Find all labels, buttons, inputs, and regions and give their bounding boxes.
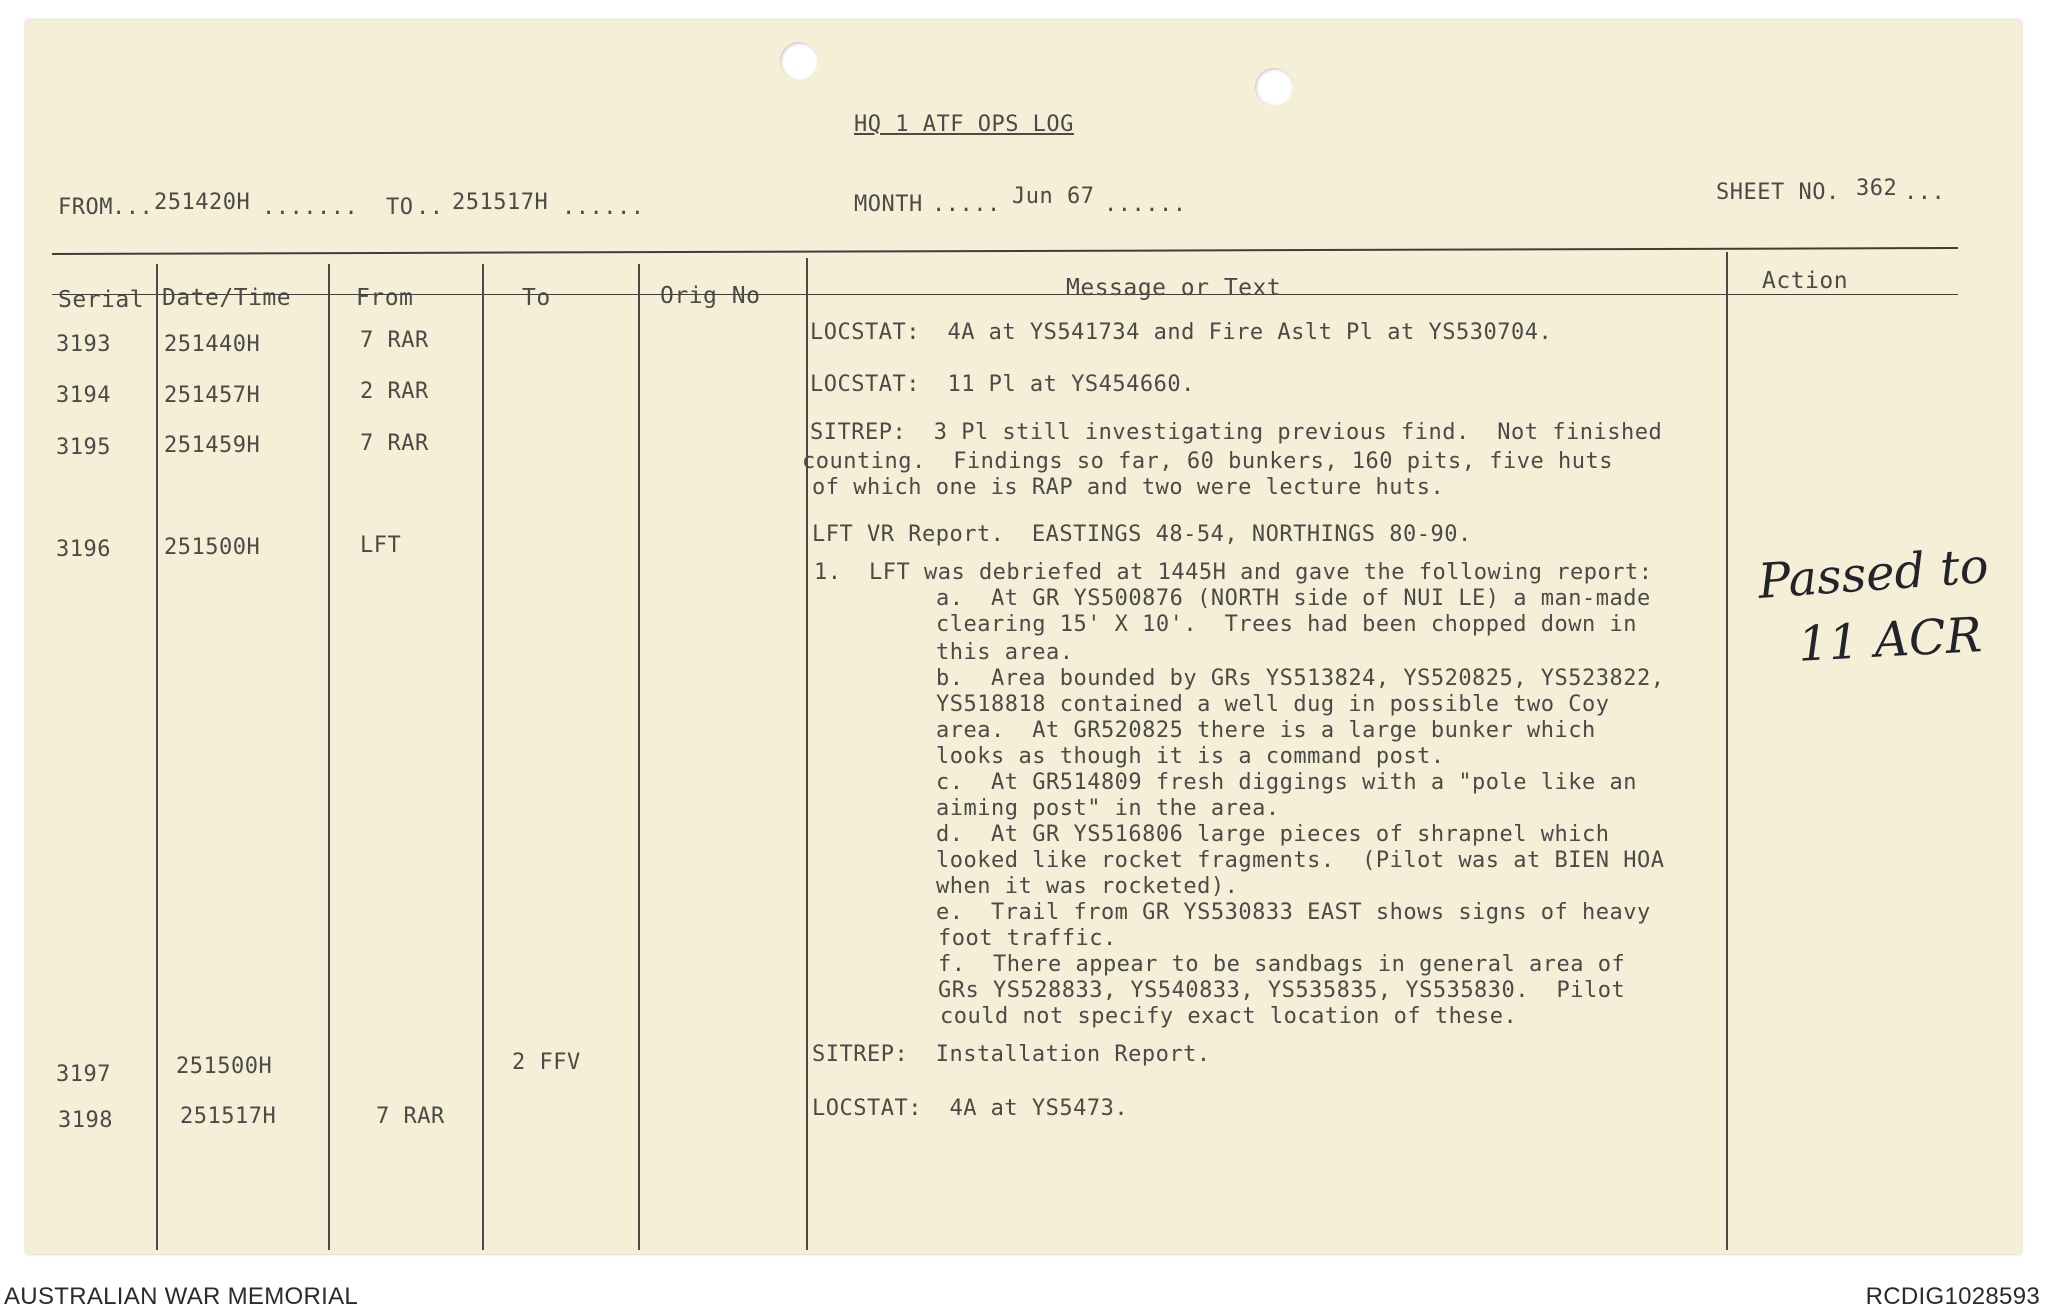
message-line: when it was rocketed). [936,874,1239,899]
message-line: LOCSTAT: 11 Pl at YS454660. [810,372,1195,397]
punch-hole-left [780,42,818,80]
from-label: FROM [58,195,113,220]
from-dots-trail: ....... [262,195,359,220]
col-divider-serial [156,264,158,1250]
datetime-cell: 251459H [164,433,261,458]
sheet-label: SHEET NO. [1716,180,1840,205]
message-line: clearing 15' X 10'. Trees had been chopped down in [936,612,1638,637]
month-label: MONTH [854,192,923,217]
message-line: c. At GR514809 fresh diggings with a "pole like an [936,770,1638,795]
datetime-cell: 251457H [164,383,261,408]
col-header-message: Message or Text [1066,275,1282,301]
col-divider-message [1726,252,1728,1250]
message-line: SITREP: 3 Pl still investigating previous find. Not finished [810,420,1663,445]
message-line: b. Area bounded by GRs YS513824, YS520825, YS523822, [936,666,1665,691]
col-divider-to [638,264,640,1250]
serial-cell: 3194 [56,383,111,408]
to-value: 251517H [452,190,549,215]
message-line: area. At GR520825 there is a large bunker which [936,718,1596,743]
month-dots-trail: ...... [1104,192,1187,217]
archive-id: RCDIG1028593 [1865,1283,2040,1310]
message-line: LOCSTAT: 4A at YS5473. [812,1096,1129,1121]
archive-credit: AUSTRALIAN WAR MEMORIAL [4,1283,359,1310]
from-cell: 7 RAR [376,1104,445,1129]
message-line: SITREP: Installation Report. [812,1042,1211,1067]
sheet-dots: ... [1904,180,1946,205]
col-divider-from [482,264,484,1250]
handwritten-action-line: Passed to [1756,538,1991,610]
message-line: could not specify exact location of these. [940,1004,1518,1029]
to-cell: 2 FFV [512,1050,581,1075]
to-label: TO [386,195,414,220]
header-bottom-rule [52,294,1958,295]
message-line: looks as though it is a command post. [936,744,1445,769]
col-header-orig-no: Orig No [660,283,761,309]
message-line: LFT VR Report. EASTINGS 48-54, NORTHINGS 80-90. [812,522,1472,547]
sheet-value: 362 [1856,176,1898,201]
datetime-cell: 251440H [164,332,261,357]
message-line: foot traffic. [938,926,1117,951]
from-cell: 7 RAR [360,328,429,353]
serial-cell: 3193 [56,332,111,357]
message-line: YS518818 contained a well dug in possible two Coy [936,692,1610,717]
message-line: LOCSTAT: 4A at YS541734 and Fire Aslt Pl at YS530704. [810,320,1553,345]
log-title: HQ 1 ATF OPS LOG [854,112,1074,137]
serial-cell: 3198 [58,1108,113,1133]
message-line: a. At GR YS500876 (NORTH side of NUI LE) a man-made [936,586,1651,611]
message-line: d. At GR YS516806 large pieces of shrapnel which [936,822,1610,847]
col-header-action: Action [1762,268,1849,294]
col-divider-orig [806,258,808,1250]
handwritten-action-line: 11 ACR [1796,607,1984,673]
col-divider-datetime [328,264,330,1250]
serial-cell: 3196 [56,537,111,562]
col-header-datetime: Date/Time [162,285,292,311]
datetime-cell: 251500H [176,1054,273,1079]
col-header-serial: Serial [58,287,145,313]
message-line: this area. [936,640,1074,665]
datetime-cell: 251500H [164,535,261,560]
message-line: f. There appear to be sandbags in general area of [938,952,1626,977]
to-dots-trail: ...... [562,195,645,220]
message-line: looked like rocket fragments. (Pilot was at BIEN HOA [936,848,1665,873]
from-cell: 7 RAR [360,431,429,456]
month-value: Jun 67 [1012,184,1095,209]
message-line: of which one is RAP and two were lecture huts. [812,475,1445,500]
message-line: counting. Findings so far, 60 bunkers, 160 pits, five huts [802,449,1613,474]
from-cell: LFT [360,533,402,558]
message-line: GRs YS528833, YS540833, YS535835, YS535830. Pilot [938,978,1626,1003]
col-header-to: To [522,285,551,311]
from-value: 251420H [154,190,251,215]
message-line: 1. LFT was debriefed at 1445H and gave the following report: [814,560,1653,585]
to-dots: .. [416,195,444,220]
from-dots: ... [112,195,154,220]
month-dots: ..... [932,192,1001,217]
message-line: aiming post" in the area. [936,796,1280,821]
message-line: e. Trail from GR YS530833 EAST shows signs of heavy [936,900,1651,925]
from-cell: 2 RAR [360,379,429,404]
punch-hole-right [1255,68,1293,106]
serial-cell: 3195 [56,435,111,460]
datetime-cell: 251517H [180,1104,277,1129]
serial-cell: 3197 [56,1062,111,1087]
col-header-from: From [356,285,414,311]
